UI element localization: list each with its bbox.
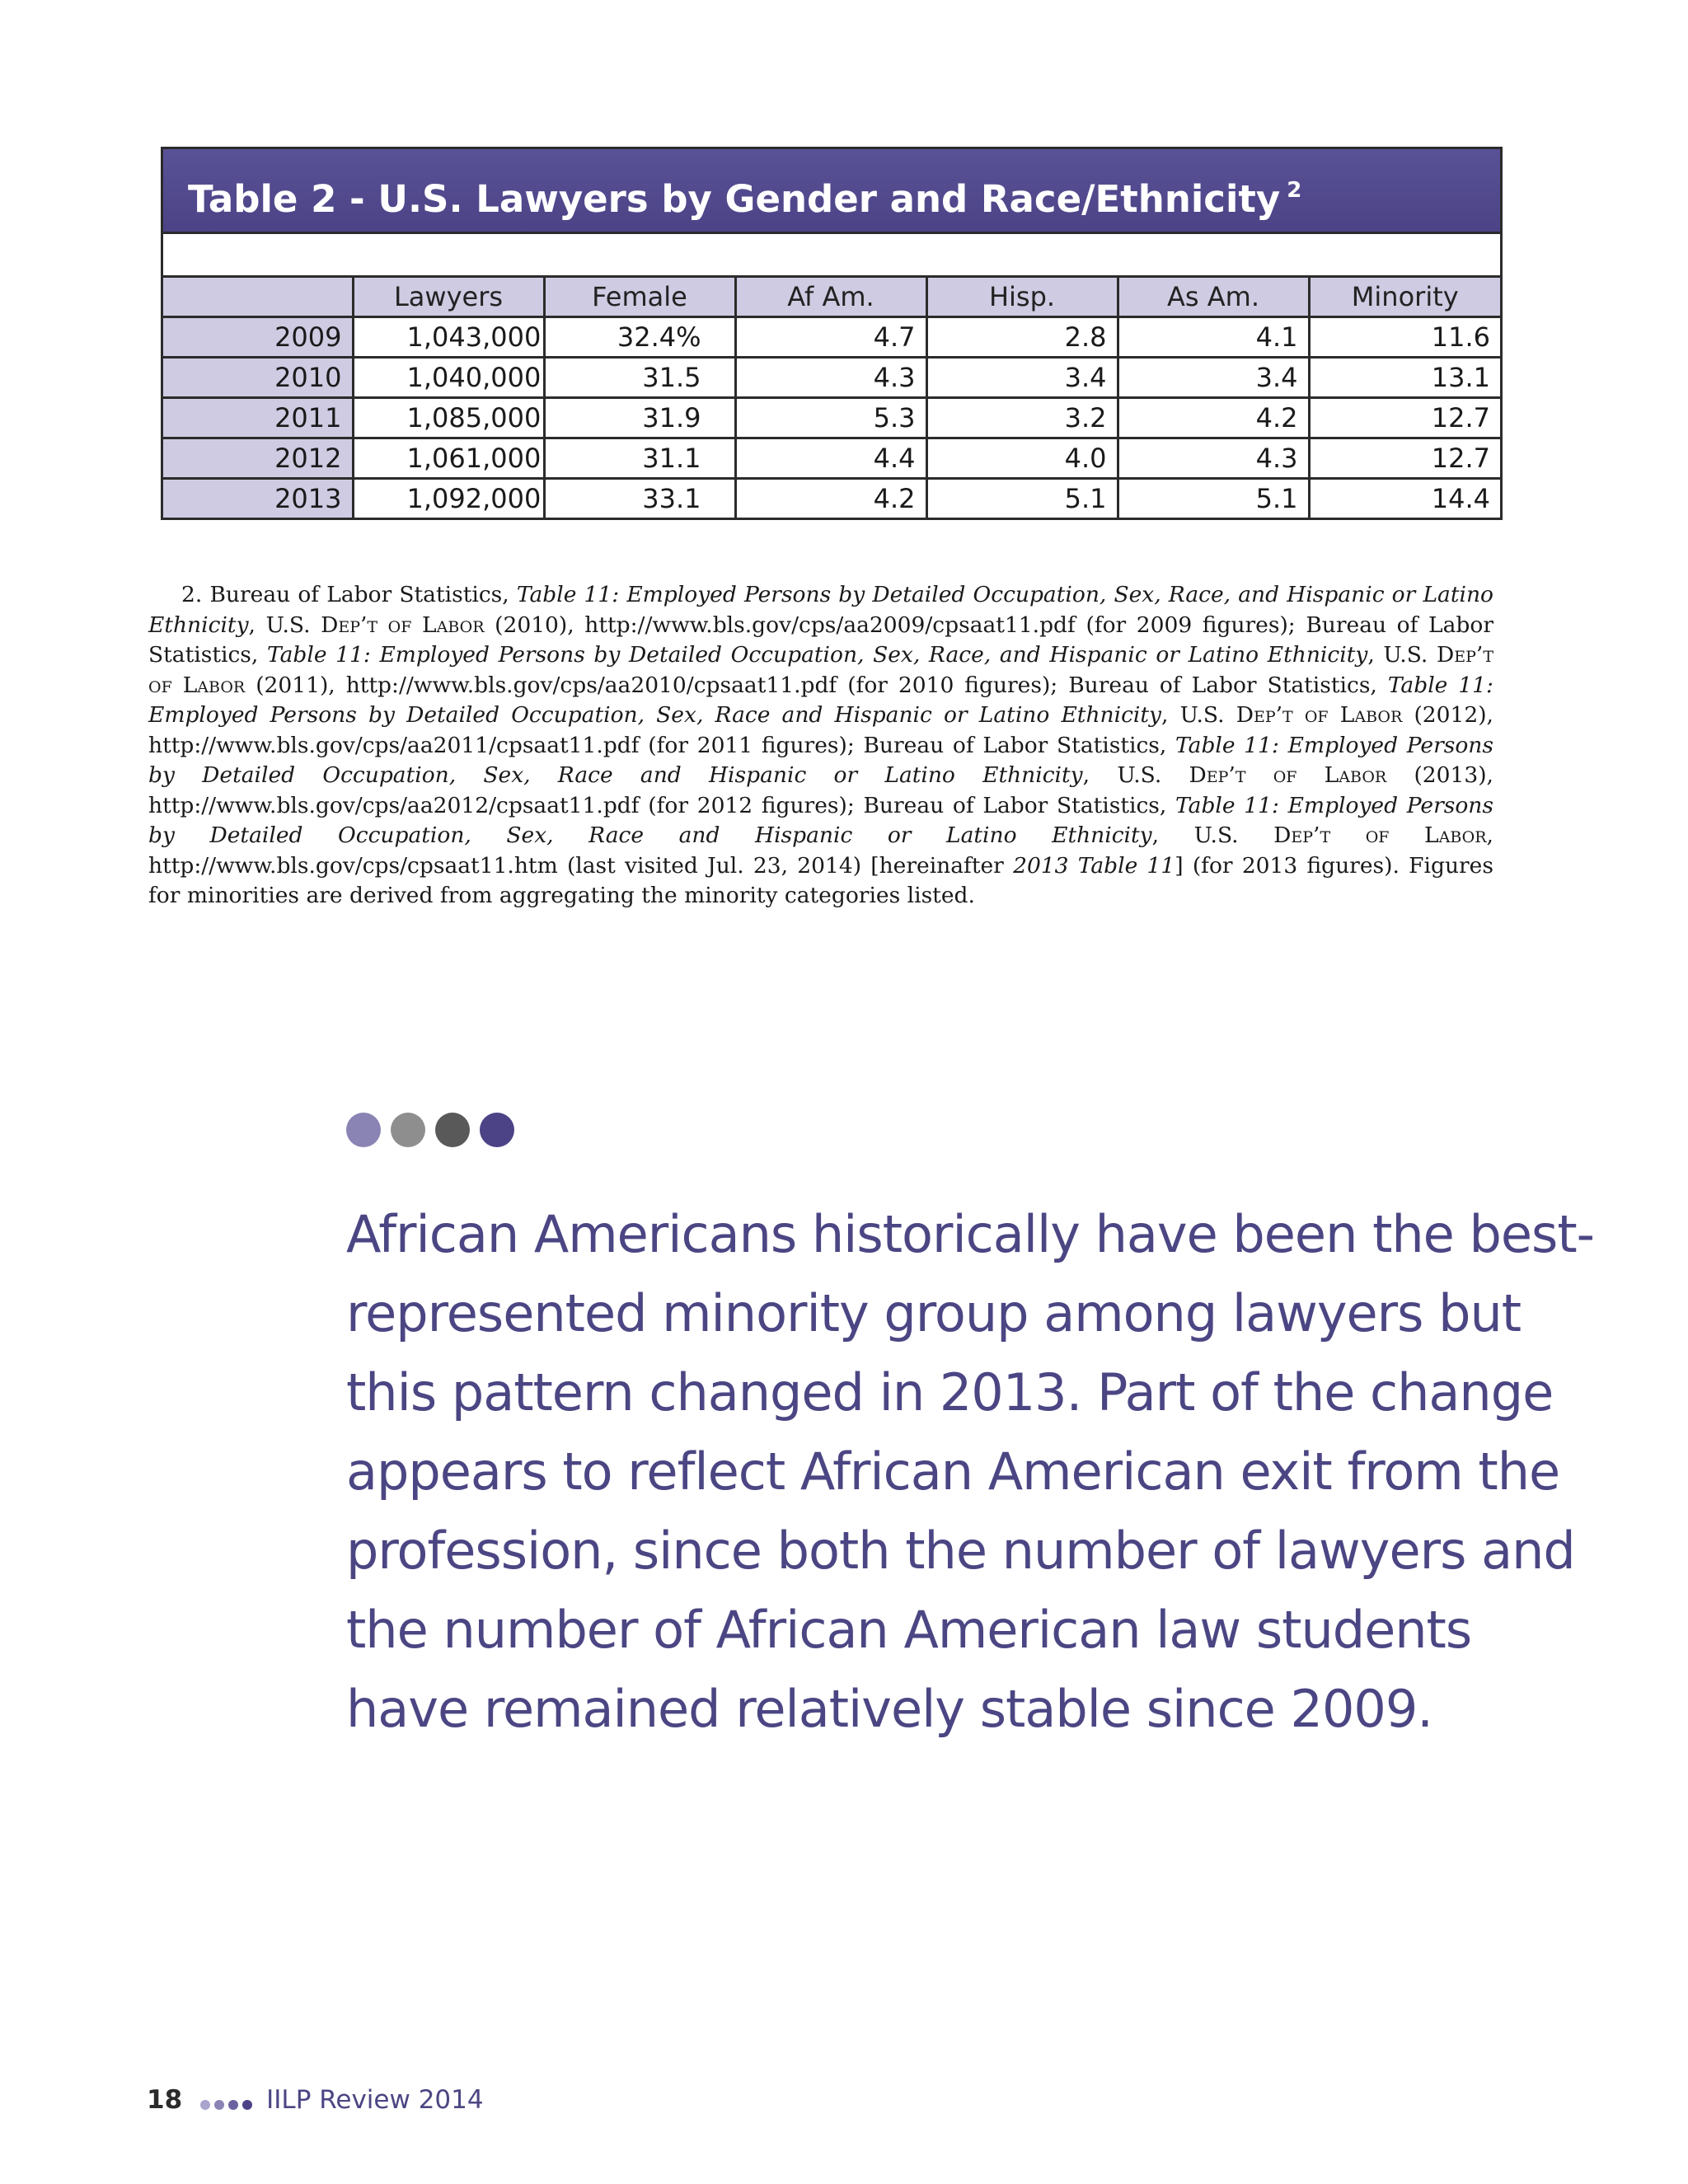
data-cell: 31.1 [544, 438, 735, 479]
year-cell: 2012 [163, 438, 353, 479]
data-cell: 5.1 [1118, 479, 1309, 518]
lawyers-table [161, 147, 1503, 520]
footnote-link[interactable]: http://www.bls.gov/cps/aa2010/cpsaat11.pdf [345, 672, 837, 698]
data-cell: 5.3 [735, 398, 926, 438]
column-header: Female [544, 278, 735, 317]
footnote-ref: 2 [1287, 178, 1302, 203]
dot-icon [228, 2100, 238, 2110]
pull-quote-line: African Americans historically have been the best- [346, 1204, 1595, 1264]
year-cell: 2009 [163, 317, 353, 358]
data-cell: 32.4% [544, 317, 735, 358]
pull-quote-line: this pattern changed in 2013. Part of the change [346, 1362, 1554, 1422]
dot-icon [200, 2100, 210, 2110]
data-cell: 4.2 [1118, 398, 1309, 438]
publication-name: IILP Review 2014 [266, 2085, 484, 2115]
header-blank-cell [163, 278, 353, 317]
data-cell: 31.9 [544, 398, 735, 438]
data-cell: 1,085,000 [353, 398, 544, 438]
table-title: Table 2 - U.S. Lawyers by Gender and Race/Ethnicity $^2$ [163, 149, 1500, 234]
column-header: Lawyers [353, 278, 544, 317]
data-cell: 1,040,000 [353, 358, 544, 398]
page-number: 18 [147, 2085, 183, 2115]
page-footer [147, 2083, 484, 2116]
data-cell: 4.3 [735, 358, 926, 398]
data-cell: 33.1 [544, 479, 735, 518]
data-cell: 1,061,000 [353, 438, 544, 479]
year-cell: 2010 [163, 358, 353, 398]
footnote-link[interactable]: http://www.bls.gov/cps/aa2011/cpsaat11.pdf [148, 732, 640, 758]
data-cell: 3.4 [1118, 358, 1309, 398]
table-row [163, 438, 1500, 479]
data-cell: 12.7 [1309, 398, 1500, 438]
column-header: Hisp. [926, 278, 1118, 317]
footnote-link[interactable]: http://www.bls.gov/cps/aa2009/cpsaat11.pdf [584, 612, 1076, 638]
column-header: Af Am. [735, 278, 926, 317]
table-spacer-row [163, 234, 1500, 278]
data-cell: 2.8 [926, 317, 1118, 358]
table-row [163, 398, 1500, 438]
table-row [163, 479, 1500, 518]
data-cell: 4.7 [735, 317, 926, 358]
data-cell: 4.1 [1118, 317, 1309, 358]
pull-quote-line: represented minority group among lawyers but [346, 1283, 1522, 1343]
footnote: 2. Bureau of Labor Statistics, Table 11: Employed Persons by Detailed Occupation, Sex, Race, and Hispanic or Latino Ethnicity, U.S. Dep’t of Labor (2010), http://www.bls.gov/cps/aa2009/cpsaat11.pdf (for 2009 figures); Bureau of Labor Statistics, Table 11: Employed Persons by Detailed Occupation, Sex, Race, and Hispanic or Latino Ethnicity, U.S. Dep’t of Labor (2011), http://www.bls.gov/cps/aa2010/cpsaat11.pdf (for 2010 figures); Bureau of Labor Statistics, Table 11: Employed Persons by Detailed Occupation, Sex, Race and Hispanic or Latino Ethnicity, U.S. Dep’t of Labor (2012), http://www.bls.gov/cps/aa2011/cpsaat11.pdf (for 2011 figures); Bureau of Labor Statistics, Table 11: Employed Persons by Detailed Occupation, Sex, Race and Hispanic or Latino Ethnicity, U.S. Dep’t of Labor (2013), http://www.bls.gov/cps/aa2012/cpsaat11.pdf (for 2012 figures); Bureau of Labor Statistics, Table 11: Employed Persons by Detailed Occupation, Sex, Race and Hispanic or Latino Ethnicity, U.S. Dep’t of Labor, http://www.bls.gov/cps/cpsaat11.htm (last visited Jul. 23, 2014) [hereinafter 2013 Table 11] (for 2013 figures). Figures for minorities are derived from aggregating the minority categories listed. [148, 582, 1493, 908]
data-cell: 3.4 [926, 358, 1118, 398]
column-header: As Am. [1118, 278, 1309, 317]
dot-icon [346, 1113, 381, 1147]
table-row [163, 358, 1500, 398]
data-cell: 4.2 [735, 479, 926, 518]
data-cell: 31.5 [544, 358, 735, 398]
column-header: Minority [1309, 278, 1500, 317]
data-cell: 13.1 [1309, 358, 1500, 398]
dot-icon [214, 2100, 224, 2110]
year-cell: 2011 [163, 398, 353, 438]
pull-quote-line: profession, since both the number of lawyers and [346, 1521, 1575, 1581]
dot-icon [480, 1113, 514, 1147]
data-cell: 12.7 [1309, 438, 1500, 479]
year-cell: 2013 [163, 479, 353, 518]
data-cell: 4.0 [926, 438, 1118, 479]
footer-dots [200, 2085, 256, 2118]
data-cell: 4.3 [1118, 438, 1309, 479]
pull-quote-line: appears to reflect African American exit from the [346, 1441, 1560, 1502]
data-cell: 11.6 [1309, 317, 1500, 358]
table-grid [163, 278, 1500, 518]
dot-icon [435, 1113, 470, 1147]
pull-quote [346, 1195, 1595, 1749]
data-cell: 14.4 [1309, 479, 1500, 518]
table-row [163, 317, 1500, 358]
dot-icon [242, 2100, 252, 2110]
footnote-link[interactable]: http://www.bls.gov/cps/cpsaat11.htm [148, 852, 558, 879]
pull-quote-line: have remained relatively stable since 2009. [346, 1679, 1433, 1739]
table-header-row [163, 278, 1500, 317]
data-cell: 4.4 [735, 438, 926, 479]
dot-icon [391, 1113, 425, 1147]
footnote-link[interactable]: http://www.bls.gov/cps/aa2012/cpsaat11.pdf [148, 792, 640, 818]
pull-quote-line: the number of African American law students [346, 1600, 1472, 1660]
data-cell: 3.2 [926, 398, 1118, 438]
data-cell: 1,043,000 [353, 317, 544, 358]
data-cell: 1,092,000 [353, 479, 544, 518]
data-cell: 5.1 [926, 479, 1118, 518]
